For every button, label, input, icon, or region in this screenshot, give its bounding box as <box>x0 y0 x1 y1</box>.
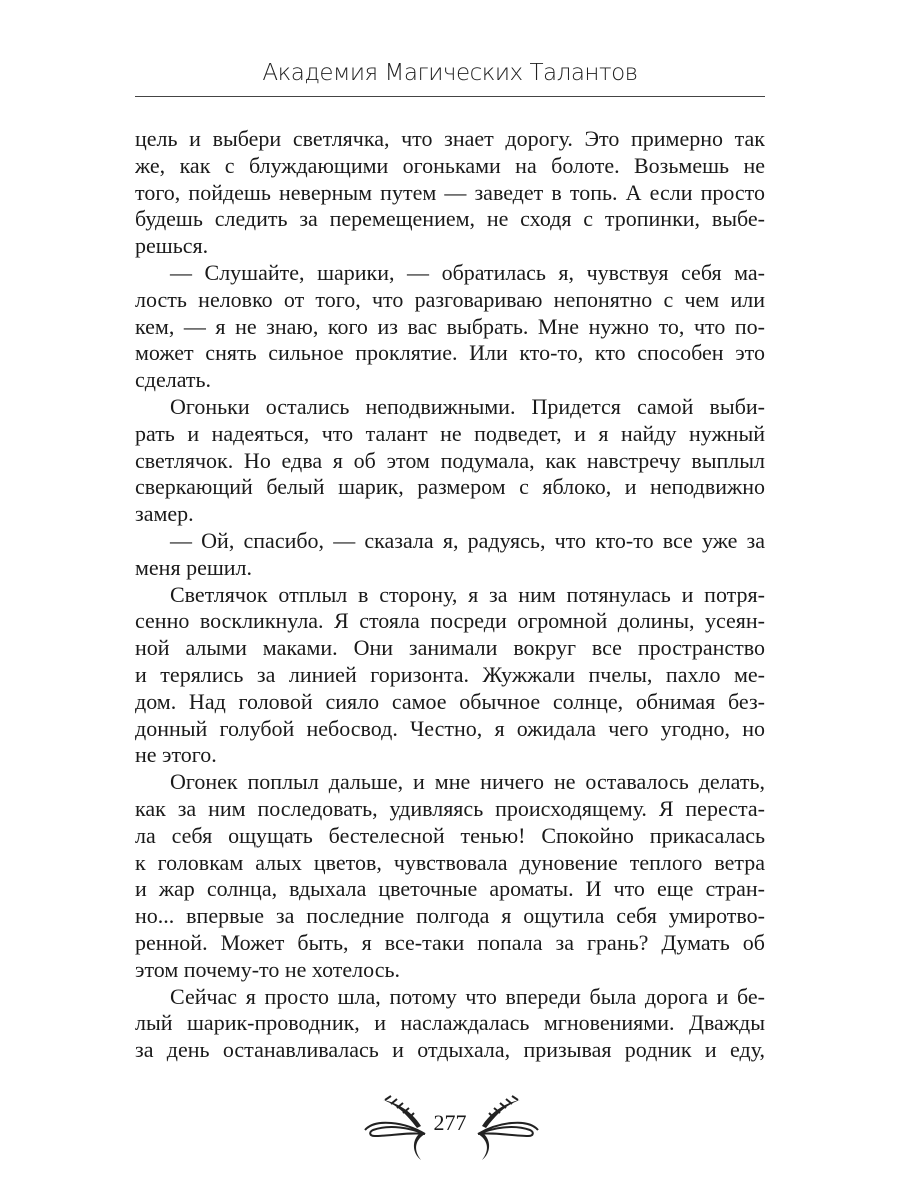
text-line: и терялись за линией горизонта. Жужжали пчелы, пахло ме- <box>135 661 765 687</box>
page-footer <box>350 1082 550 1162</box>
running-header: Академия Магических Талантов <box>262 60 638 86</box>
text-line: Огонек поплыл дальше, и мне ничего не оставалось делать, <box>170 769 765 795</box>
text-line: ла себя ощущать бестелесной тенью! Спокойно прикасалась <box>135 822 765 848</box>
text-line: лость неловко от того, что разговариваю непонятно с чем или <box>135 286 765 312</box>
text-line: этом почему-то не хотелось. <box>135 956 400 982</box>
header-rule <box>135 96 765 97</box>
text-line: дом. Над головой сияло самое обычное солнце, обнимая без- <box>135 688 765 714</box>
text-line: Сейчас я просто шла, потому что впереди была дорога и бе- <box>170 983 765 1009</box>
text-line: Светлячок отплыл в сторону, я за ним потянулась и потря- <box>170 581 765 607</box>
text-line: сенно воскликнула. Я стояла посреди огромной долины, усеян- <box>135 608 765 634</box>
text-line: лый шарик-проводник, и наслаждалась мгновениями. Дважды <box>135 1010 765 1036</box>
text-line: за день останавливалась и отдыхала, призывая родник и еду, <box>135 1037 765 1063</box>
text-line: рать и надеяться, что талант не подведет, и я найду нужный <box>135 420 765 446</box>
text-line: же, как с блуждающими огоньками на болоте. Возьмешь не <box>135 152 765 178</box>
text-line: не этого. <box>135 742 217 768</box>
text-line: Огоньки остались неподвижными. Придется самой выби- <box>170 393 765 419</box>
text-line: донный голубой небосвод. Честно, я ожидала чего угодно, но <box>135 715 765 741</box>
text-line: меня решил. <box>135 554 253 580</box>
text-line: ренной. Может быть, я все-таки попала за грань? Думать об <box>135 929 765 955</box>
text-line: кем, — я не знаю, кого из вас выбрать. Мне нужно то, что по- <box>135 313 765 339</box>
text-line: — Слушайте, шарики, — обратилась я, чувствуя себя ма- <box>170 259 765 285</box>
text-line: может снять сильное проклятие. Или кто-то, кто способен это <box>135 340 765 366</box>
text-line: ной алыми маками. Они занимали вокруг все пространство <box>135 635 765 661</box>
text-line: решься. <box>135 233 209 259</box>
text-line: сверкающий белый шарик, размером с яблоко, и неподвижно <box>135 474 765 500</box>
page-number: 277 <box>433 1110 467 1135</box>
text-line: и жар солнца, вдыхала цветочные ароматы. И что еще стран- <box>135 876 765 902</box>
text-line: замер. <box>135 501 194 527</box>
text-line: светлячок. Но едва я об этом подумала, как навстречу выплыл <box>135 447 765 473</box>
text-line: того, пойдешь неверным путем — заведет в топь. А если просто <box>135 179 765 205</box>
text-line: цель и выбери светлячка, что знает дорогу. Это примерно так <box>135 126 765 151</box>
text-line: сделать. <box>135 367 212 393</box>
body-text <box>135 126 765 1064</box>
text-line: как за ним последовать, удивляясь происходящему. Я переста- <box>135 795 765 821</box>
text-line: — Ой, спасибо, — сказала я, радуясь, что кто-то все уже за <box>170 527 765 553</box>
text-line: к головкам алых цветов, чувствовала дуновение теплого ветра <box>135 849 765 875</box>
text-line: будешь следить за перемещением, не сходя с тропинки, выбе- <box>135 206 765 232</box>
right-flourish-icon <box>468 1082 548 1162</box>
text-line: но... впервые за последние полгода я ощутила себя умиротво- <box>135 903 765 929</box>
